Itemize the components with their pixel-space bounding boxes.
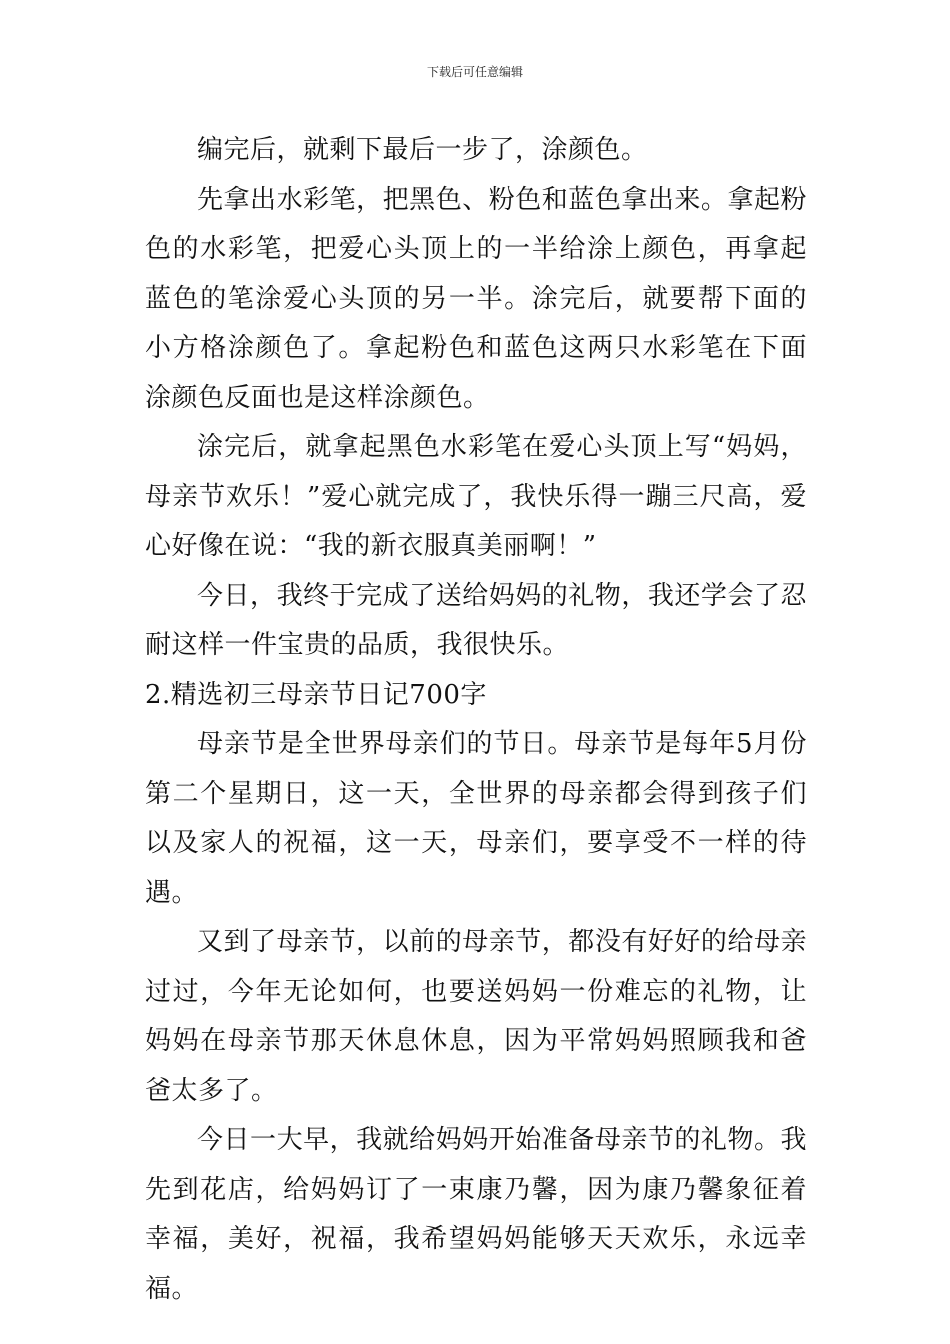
- paragraph: 编完后，就剩下最后一步了，涂颜色。: [197, 135, 648, 165]
- paragraph: 先拿出水彩笔，把黑色、粉色和蓝色拿出来。拿起粉色的水彩笔，把爱心头顶上的一半给涂上颜色，再拿起蓝色的笔涂爱心头顶的另一半。涂完后，就要帮下面的小方格涂颜色了。拿起粉色和蓝色这两只水彩笔在下面涂颜色反面也是这样涂颜色。: [145, 184, 807, 413]
- paragraph: 又到了母亲节，以前的母亲节，都没有好好的给母亲过过，今年无论如何，也要送妈妈一份难忘的礼物，让妈妈在母亲节那天休息休息，因为平常妈妈照顾我和爸爸太多了。: [145, 927, 807, 1106]
- document-body: [145, 126, 807, 1314]
- page-header: 下载后可任意编辑: [426, 65, 523, 79]
- paragraph: 涂完后，就拿起黑色水彩笔在爱心头顶上写“妈妈，母亲节欢乐！”爱心就完成了，我快乐得一蹦三尺高，爱心好像在说：“我的新衣服真美丽啊！”: [145, 432, 807, 561]
- paragraph: 母亲节是全世界母亲们的节日。母亲节是每年5月份第二个星期日，这一天，全世界的母亲都会得到孩子们以及家人的祝福，这一天，母亲们，要享受不一样的待遇。: [145, 729, 807, 908]
- paragraph: 今日一大早，我就给妈妈开始准备母亲节的礼物。我先到花店，给妈妈订了一束康乃馨，因为康乃馨象征着幸福，美好，祝福，我希望妈妈能够天天欢乐，永远幸福。: [145, 1125, 807, 1304]
- paragraph: 今日，我终于完成了送给妈妈的礼物，我还学会了忍耐这样一件宝贵的品质，我很快乐。: [145, 580, 807, 660]
- section-heading: 2.精选初三母亲节日记700字: [145, 679, 487, 710]
